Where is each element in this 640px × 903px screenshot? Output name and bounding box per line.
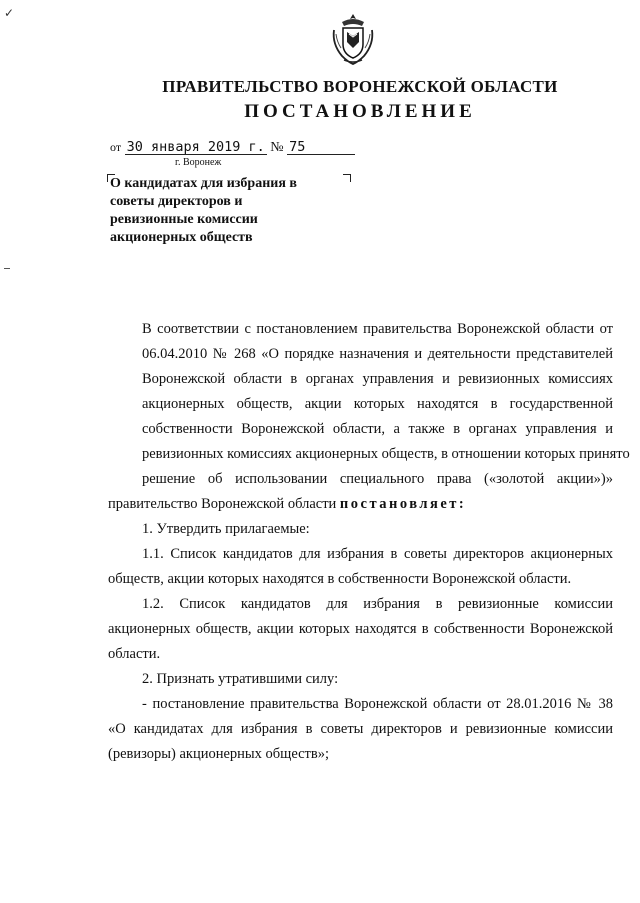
government-title: ПРАВИТЕЛЬСТВО ВОРОНЕЖСКОЙ ОБЛАСТИ bbox=[162, 77, 558, 96]
date-prefix: от bbox=[110, 140, 122, 154]
preamble-line: ревизионных комиссиях акционерных обществ, в отношении которых принято bbox=[142, 446, 630, 462]
document-date: 30 января 2019 г. bbox=[126, 139, 265, 155]
preamble-closing bbox=[108, 492, 613, 517]
document-number: 75 bbox=[287, 140, 355, 155]
city-label: г. Воронеж bbox=[175, 157, 222, 168]
date-number-line bbox=[110, 140, 355, 156]
subject-line: О кандидатах для избрания в bbox=[110, 176, 297, 191]
preamble-paragraph bbox=[108, 317, 630, 492]
subject-line: советы директоров и bbox=[110, 194, 243, 209]
item-2-dash: - постановление правительства Воронежской области от 28.01.2016 № 38 «О кандидатах для избрания в советы директоров и ревизионные комиссии (ревизоры) акционерных обществ»; bbox=[108, 696, 613, 762]
preamble-line: Воронежской области в органах управления и ревизионных комиссиях bbox=[142, 371, 613, 387]
coat-of-arms-icon bbox=[330, 12, 376, 66]
document-type: ПОСТАНОВЛЕНИЕ bbox=[244, 101, 476, 122]
preamble-last-line: правительство Воронежской области bbox=[108, 496, 337, 512]
margin-tick bbox=[4, 268, 10, 269]
subject-corner-right bbox=[343, 174, 351, 182]
subject-line: ревизионные комиссии bbox=[110, 212, 258, 227]
item-1-1: 1.1. Список кандидатов для избрания в советы директоров акционерных обществ, акции которых находятся в собственности Воронежской области. bbox=[108, 546, 613, 587]
preamble-line: собственности Воронежской области, а также в органах управления и bbox=[142, 421, 613, 437]
number-prefix: № bbox=[270, 140, 284, 155]
preamble-line: акционерных обществ, акции которых находятся в государственной bbox=[142, 396, 613, 412]
handwritten-mark: ✓ bbox=[4, 6, 15, 20]
item-1: 1. Утвердить прилагаемые: bbox=[142, 521, 310, 537]
decree-word: постановляет: bbox=[339, 496, 467, 512]
document-body bbox=[108, 317, 630, 767]
preamble-line: 06.04.2010 № 268 «О порядке назначения и деятельности представителей bbox=[142, 346, 613, 362]
document-subject bbox=[110, 175, 340, 247]
subject-line: акционерных обществ bbox=[110, 230, 253, 245]
preamble-line: В соответствии с постановлением правительства Воронежской области от bbox=[142, 321, 613, 337]
item-1-2: 1.2. Список кандидатов для избрания в ревизионные комиссии акционерных обществ, акции которых находятся в собственности Воронежской области. bbox=[108, 596, 613, 662]
item-2: 2. Признать утратившими силу: bbox=[142, 671, 339, 687]
preamble-line: решение об использовании специального права («золотой акции»)» bbox=[142, 471, 613, 487]
